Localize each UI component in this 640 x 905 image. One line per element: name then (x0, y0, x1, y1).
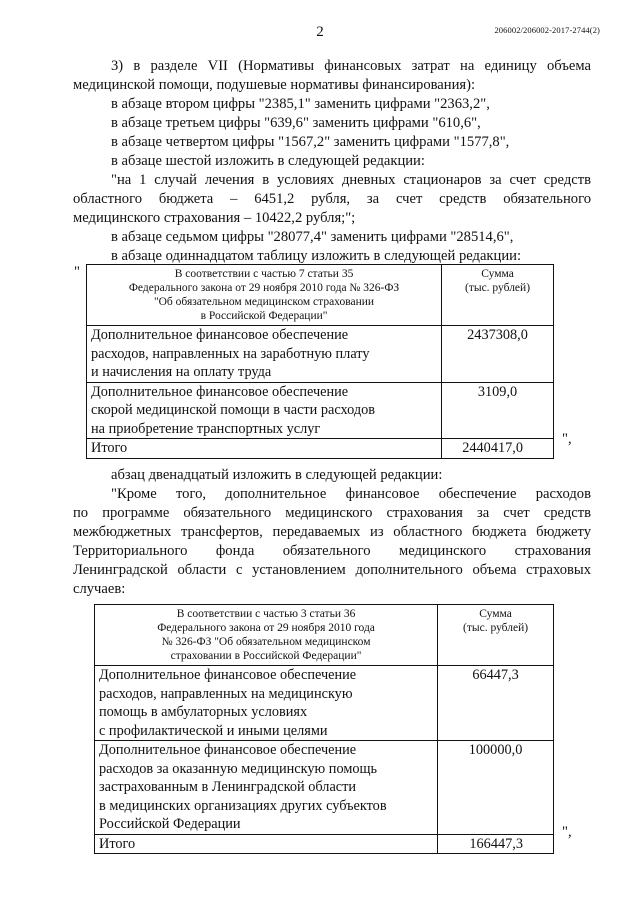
paragraph-section-intro-line2: медицинской помощи, подушевые нормативы финансирования): (73, 77, 476, 93)
row-label (87, 326, 442, 383)
paragraph-amendment-11: в абзаце одиннадцатом таблицу изложить в следующей редакции: (111, 248, 521, 264)
paragraph-quote-line3: медицинского страхования – 10422,2 рубля;"; (73, 210, 356, 226)
row-label (87, 382, 442, 439)
page-number: 2 (316, 24, 324, 40)
paragraph-amendment-3: в абзаце третьем цифры "639,6" заменить цифрами "610,6", (111, 115, 481, 131)
header-line: В соответствии с частью 3 статьи 36 (176, 608, 356, 620)
row-value: 2437308,0 (442, 326, 554, 383)
row-label-line: Дополнительное финансовое обеспечение (91, 383, 349, 400)
header-line: В соответствии с частью 7 статьи 35 (174, 268, 354, 280)
document-code: 206002/206002-2017-2744(2) (494, 25, 600, 35)
paragraph-amendment-2: в абзаце втором цифры "2385,1" заменить цифрами "2363,2", (111, 96, 490, 112)
table2-close-mark: ", (562, 824, 572, 840)
header-line: (тыс. рублей) (463, 622, 529, 634)
row-label-line: и начисления на оплату труда (91, 364, 272, 380)
table-total-row (95, 834, 554, 854)
header-line: Федерального закона от 29 ноября 2010 года (157, 622, 375, 634)
row-label (95, 741, 438, 835)
paragraph-body-line5: Ленинградской области с установлением дополнительного объема страховых (73, 562, 591, 578)
table-row (95, 741, 554, 835)
row-label-line: помощь в амбулаторных условиях (99, 704, 308, 720)
row-label-line: застрахованным в Ленинградской области (99, 779, 357, 795)
header-line: страховании в Российской Федерации" (170, 650, 362, 662)
row-label-line: расходов за оказанную медицинскую помощь (99, 760, 378, 777)
row-label-line: Дополнительное финансовое обеспечение (99, 667, 357, 683)
paragraph-amendment-4: в абзаце четвертом цифры "1567,2" заменить цифрами "1577,8", (111, 134, 510, 150)
header-line: Сумма (481, 268, 514, 280)
header-line: Сумма (479, 608, 512, 620)
paragraph-amendment-6: в абзаце шестой изложить в следующей редакции: (111, 153, 425, 169)
row-label-line: с профилактической и иными целями (99, 722, 328, 739)
table-header-cell-basis (95, 605, 438, 666)
row-label-line: Российской Федерации (99, 816, 241, 832)
row-value: 66447,3 (438, 666, 554, 741)
paragraph-section-intro-line1: 3) в разделе VII (Нормативы финансовых затрат на единицу объема (111, 58, 591, 74)
table-total-row (87, 439, 554, 459)
row-label-line: Дополнительное финансовое обеспечение (91, 327, 349, 343)
row-label-line: расходов, направленных на медицинскую (99, 685, 353, 702)
total-value: 166447,3 (438, 834, 554, 854)
paragraph-body-line3: межбюджетных трансфертов, передаваемых из областного бюджета бюджету (73, 524, 591, 540)
row-label-line: Дополнительное финансовое обеспечение (99, 742, 357, 758)
paragraph-amendment-7: в абзаце седьмом цифры "28077,4" заменить цифрами "28514,6", (111, 229, 514, 245)
paragraph-12-text (73, 466, 591, 599)
header-line: Федерального закона от 29 ноября 2010 года № 326-ФЗ (128, 282, 400, 294)
table-header-cell-basis (87, 265, 442, 326)
section-3-text (73, 57, 591, 266)
table-row (87, 326, 554, 383)
table1-close-mark: ", (562, 431, 572, 447)
paragraph-quote-line2: областного бюджета – 6451,2 рубля, за счет средств обязательного (73, 191, 591, 207)
paragraph-body-line1: "Кроме того, дополнительное финансовое обеспечение расходов (111, 486, 591, 502)
row-label-line: скорой медицинской помощи в части расходов (91, 402, 376, 418)
row-value: 100000,0 (438, 741, 554, 835)
row-value: 3109,0 (442, 382, 554, 439)
paragraph-amendment-12: абзац двенадцатый изложить в следующей редакции: (111, 467, 443, 483)
table-row (95, 666, 554, 741)
table-header-row (87, 265, 554, 326)
header-line: в Российской Федерации" (200, 310, 328, 322)
header-line: № 326-ФЗ "Об обязательном медицинском (161, 636, 371, 648)
table-header-cell-sum (438, 605, 554, 666)
table-1 (86, 264, 554, 459)
table-header-cell-sum (442, 265, 554, 326)
table-row (87, 382, 554, 439)
total-label: Итого (87, 439, 442, 459)
table1-open-quote: " (74, 264, 80, 280)
table-header-row (95, 605, 554, 666)
total-label: Итого (95, 834, 438, 854)
table-2 (94, 604, 554, 854)
row-label-line: расходов, направленных на заработную плату (91, 345, 370, 362)
header-line: (тыс. рублей) (465, 282, 531, 294)
paragraph-body-line2: по программе обязательного медицинского страхования за счет средств (73, 505, 591, 521)
paragraph-body-line6: случаев: (73, 581, 126, 597)
header-line: "Об обязательном медицинском страховании (153, 296, 375, 308)
row-label-line: на приобретение транспортных услуг (91, 420, 321, 437)
row-label-line: в медицинских организациях других субъектов (99, 797, 387, 814)
paragraph-body-line4: Территориального фонда обязательного медицинского страхования (73, 543, 591, 559)
paragraph-quote-line1: "на 1 случай лечения в условиях дневных стационаров за счет средств (111, 172, 591, 188)
total-value: 2440417,0 (442, 439, 554, 459)
row-label (95, 666, 438, 741)
